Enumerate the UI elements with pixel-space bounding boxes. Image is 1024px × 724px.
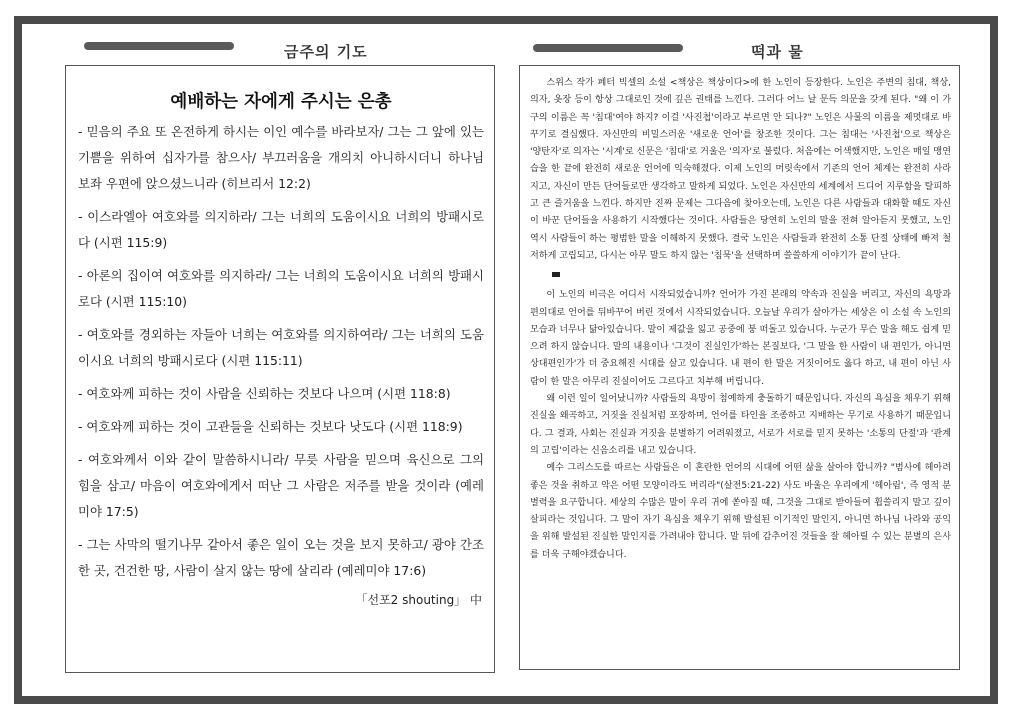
- verse-item: - 그는 사막의 떨기나무 같아서 좋은 일이 오는 것을 보지 못하고/ 광야 간조한 곳, 건건한 땅, 사람이 살지 않는 땅에 살리라 (예레미야 17:6): [78, 537, 484, 578]
- section-break: [530, 265, 951, 287]
- verse-item: - 여호와께 피하는 것이 고관들을 신뢰하는 것보다 낫도다 (시편 118:9): [78, 419, 463, 434]
- essay-paragraph: 예수 그리스도를 따르는 사람들은 이 혼란한 언어의 시대에 어떤 삶을 살아야 합니까? "범사에 헤아려 좋은 것을 취하고 악은 어떤 모양이라도 버리라"(살전5:21-22) 사도 바울은 우리에게 '헤아림', 즉 영적 분별력을 요구합니다. 세상의 수많은 말이 우리 귀에 쏟아질 때, 그것을 그대로 받아들여 휩쓸리지 말고 깊이 살피라는 것입니다. 그 말이 자기 욕심을 채우기 위해 발설된 이기적인 말인지, 아니면 하나님 나라와 공익을 위해 발설된 진실한 말인지를 가려내야 합니다. 말 뒤에 감추어진 것들을 잘 헤아릴 수 있는 분별의 은사를 더욱 구해야겠습니다.: [530, 463, 951, 560]
- source-credit: 「선포2 shouting」 中: [355, 593, 482, 607]
- verse-item: - 이스라엘아 여호와를 의지하라/ 그는 너희의 도움이시요 너희의 방패시로다 (시편 115:9): [78, 209, 484, 250]
- verse-item: - 아론의 집이여 여호와를 의지하라/ 그는 너희의 도움이시요 너희의 방패시로다 (시편 115:10): [78, 268, 484, 309]
- verse-item: - 여호와께서 이와 같이 말씀하시니라/ 무릇 사람을 믿으며 육신으로 그의 힘을 삼고/ 마음이 여호와에게서 떠난 그 사람은 저주를 받을 것이라 (예레미야 17:5): [78, 452, 484, 519]
- right-header-bar: [533, 44, 683, 52]
- essay-paragraph: 스위스 작가 페터 빅셀의 소설 <책상은 책상이다>에 한 노인이 등장한다. 노인은 주변의 침대, 책상, 의자, 옷장 등이 항상 그대로인 것에 깊은 권태를 느낀다. 그러다 어느 날 문득 의문을 갖게 된다. "왜 이 가구의 이름은 꼭 '침대'여야 하지? 이걸 '사진첩'이라고 부르면 안 되나?" 노인은 사물의 이름을 제멋대로 바꾸기로 결심했다. 자신만의 비밀스러운 '새로운 언어'를 창조한 것이다. 그는 침대는 '사진첩'으로 책상은 '양탄자'로 의자는 '시계'로 신문은 '침대'로 거울은 '의자'로 불렀다. 처음에는 어색했지만, 노인은 매일 맹연습을 한 끝에 완전히 새로운 언어에 익숙해졌다. 이제 노인의 머릿속에서 기존의 언어 체계는 완전히 사라지고, 자신이 만든 단어들로만 생각하고 말하게 되었다. 노인은 자신만의 세계에서 드디어 지루함을 탈피하고 큰 즐거움을 느낀다. 하지만 진짜 문제는 그다음에 찾아오는데, 노인은 다른 사람들과 대화할 때도 자신이 바꾼 단어들을 사용하기 시작했다는 것이다. 사람들은 당연히 노인의 말을 전혀 알아듣지 못했고, 노인 역시 사람들이 하는 평범한 말을 이해하지 못했다. 결국 노인은 사람들과 완전히 소통 단절 상태에 빠져 철저하게 고립되고, 다시는 아무 말도 하지 않는 '침묵'을 선택하며 쓸쓸하게 이야기가 끝이 난다.: [530, 78, 951, 261]
- section-marker: [552, 272, 560, 277]
- verse-item: - 여호와를 경외하는 자들아 너희는 여호와를 의지하여라/ 그는 너희의 도움이시요 너희의 방패시로다 (시편 115:11): [78, 327, 484, 368]
- left-section-title: 금주의 기도: [284, 43, 368, 61]
- prayer-heading: 예배하는 자에게 주시는 은총: [170, 92, 392, 112]
- essay-paragraph: 왜 이런 일이 일어났니까? 사람들의 욕망이 첨예하게 충돌하기 때문입니다. 자신의 욕심을 채우기 위해 진실을 왜곡하고, 거짓을 진실처럼 포장하며, 언어를 타인을 조종하고 지배하는 무기로 사용하기 때문입니다. 그 결과, 사회는 진실과 거짓을 분별하기 어려워졌고, 서로가 서로를 믿지 못하는 '소통의 단절'과 '관계의 고립'이라는 신음소리를 내고 있습니다.: [530, 394, 951, 456]
- left-header-bar: [84, 42, 234, 50]
- essay-box: [519, 65, 960, 670]
- verse-item: - 믿음의 주요 또 온전하게 하시는 이인 예수를 바라보자/ 그는 그 앞에 있는 기쁨을 위하여 십자가를 참으사/ 부끄러움을 개의치 아니하시더니 하나님 보좌 우편에 앉으셨느니라 (히브리서 12:2): [78, 124, 484, 191]
- right-section-title: 떡과 물: [751, 43, 804, 61]
- essay-paragraph: 이 노인의 비극은 어디서 시작되었습니까? 언어가 가진 본래의 약속과 진실을 버리고, 자신의 욕망과 편의대로 언어를 뒤바꾸어 버린 것에서 시작되었습니다. 오늘날 우리가 살아가는 세상은 이 소설 속 노인의 모습과 너무나 닮아있습니다. 말이 제값을 잃고 공중에 붕 떠돌고 있습니다. 누군가 무슨 말을 해도 쉽게 믿으려 하지 않습니다. 말의 내용이나 '그것이 진실인가'하는 본질보다, '그 말을 한 사람이 내 편인가, 아니면 상대편인가'가 더 중요해진 시대를 살고 있습니다. 내 편이 한 말은 거짓이어도 옳다 하고, 내 편이 아닌 사람이 한 말은 아무리 진실이어도 그르다고 치부해 버립니다.: [530, 290, 951, 387]
- verse-item: - 여호와께 피하는 것이 사람을 신뢰하는 것보다 나으며 (시편 118:8): [78, 386, 451, 401]
- prayer-box: [65, 65, 495, 673]
